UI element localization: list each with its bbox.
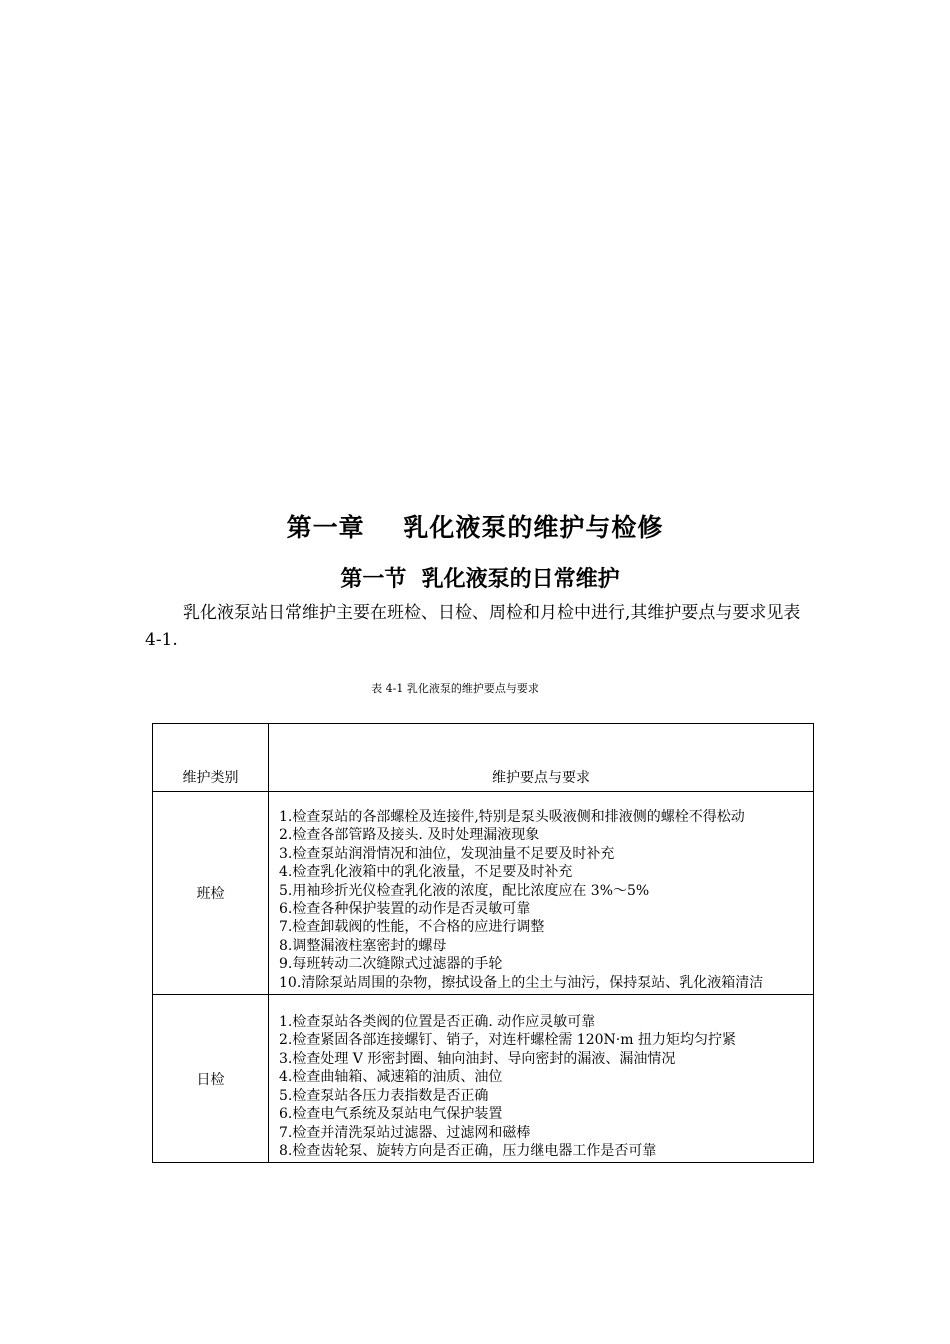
list-item: 5.用袖珍折光仪检查乳化液的浓度，配比浓度应在 3%～5% [279, 882, 650, 899]
list-item: 3.检查处理 V 形密封圈、轴向油封、导向密封的漏液、漏油情况 [279, 1050, 676, 1067]
list-item: 4.检查乳化液箱中的乳化液量，不足要及时补充 [279, 864, 573, 881]
list-item: 1.检查泵站的各部螺栓及连接件,特别是泵头吸液侧和排液侧的螺栓不得松动 [279, 809, 745, 825]
table-caption: 表 4-1 乳化液泵的维护要点与要求 [371, 682, 539, 695]
list-item: 5.检查泵站各压力表指数是否正确 [279, 1087, 489, 1104]
requirements-list [279, 1013, 807, 1160]
requirements-cell [269, 792, 814, 995]
intro-text: 乳化液泵站日常维护主要在班检、日检、周检和月检中进行,其维护要点与要求见表 4-1. [145, 603, 801, 650]
category-cell: 日检 [153, 995, 269, 1163]
list-item: 3.检查泵站润滑情况和油位，发现油量不足要及时补充 [279, 845, 615, 862]
category-cell: 班检 [153, 792, 269, 995]
list-item: 2.检查各部管路及接头. 及时处理漏液现象 [279, 827, 540, 844]
maintenance-table [152, 723, 814, 1163]
section-title: 第一节 乳化液泵的日常维护 [340, 566, 620, 592]
table-header-row [153, 724, 814, 792]
chapter-title: 第一章 乳化液泵的维护与检修 [286, 513, 664, 542]
list-item: 1.检查泵站各类阀的位置是否正确. 动作应灵敏可靠 [279, 1014, 596, 1031]
list-item: 6.检查电气系统及泵站电气保护装置 [279, 1106, 503, 1123]
intro-paragraph [145, 600, 815, 654]
list-item: 2.检查紧固各部连接螺钉、销子，对连杆螺栓需 120N·m 扭力矩均匀拧紧 [279, 1032, 736, 1049]
list-item: 9.每班转动二次缝隙式过滤器的手轮 [279, 956, 503, 973]
header-category: 维护类别 [153, 724, 269, 792]
list-item: 4.检查曲轴箱、减速箱的油质、油位 [279, 1069, 503, 1086]
list-item: 7.检查卸载阀的性能，不合格的应进行调整 [279, 919, 545, 936]
table-row [153, 792, 814, 995]
requirements-list [279, 808, 807, 992]
list-item: 8.检查齿轮泵、旋转方向是否正确，压力继电器工作是否可靠 [279, 1142, 657, 1159]
list-item: 6.检查各种保护装置的动作是否灵敏可靠 [279, 901, 531, 918]
requirements-cell [269, 995, 814, 1163]
list-item: 7.检查并清洗泵站过滤器、过滤网和磁棒 [279, 1124, 531, 1141]
header-requirements: 维护要点与要求 [269, 724, 814, 792]
list-item: 10.清除泵站周围的杂物，擦拭设备上的尘土与油污，保持泵站、乳化液箱清洁 [279, 974, 764, 991]
table-row [153, 995, 814, 1163]
list-item: 8.调整漏液柱塞密封的螺母 [279, 937, 447, 954]
